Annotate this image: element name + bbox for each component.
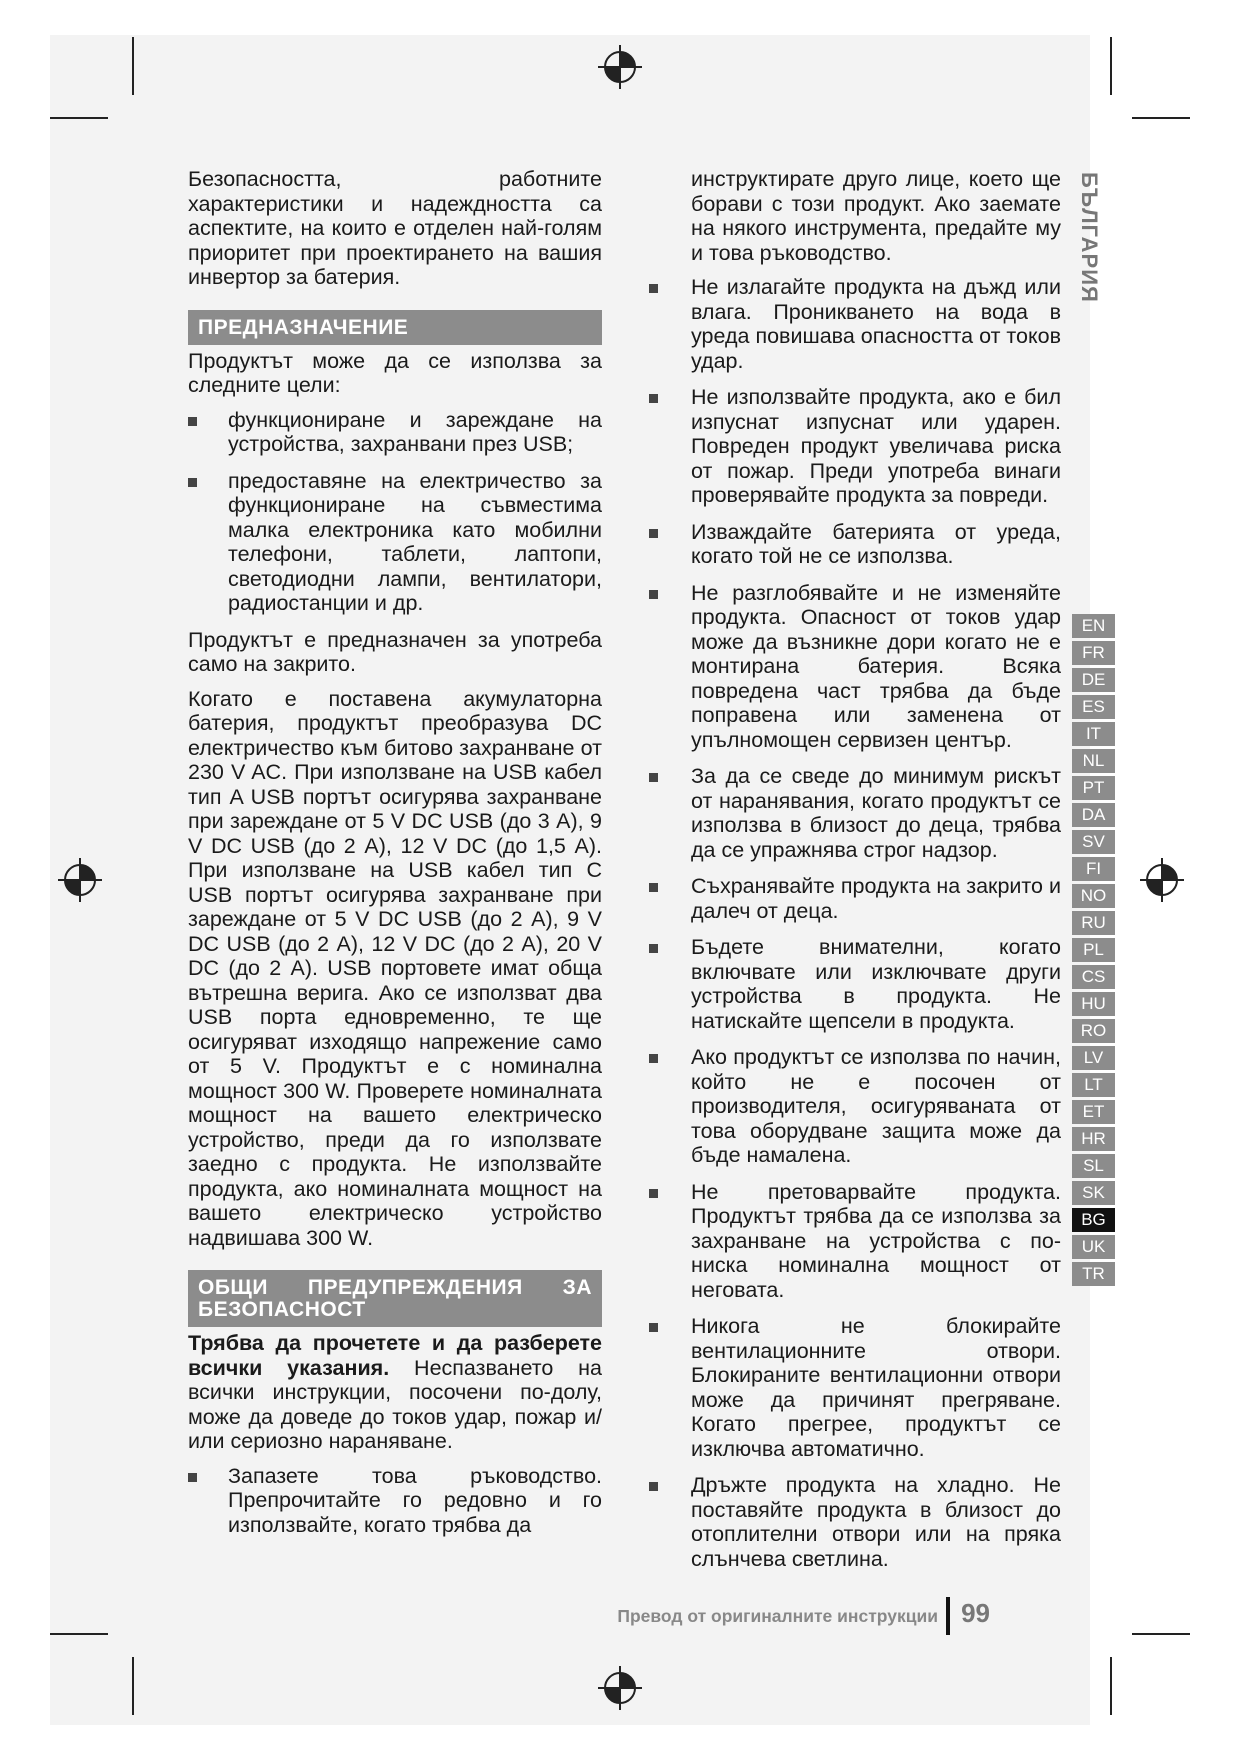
safety-intro-paragraph — [188, 1331, 602, 1454]
crop-mark-bottom-right-vertical — [1110, 1657, 1112, 1715]
list-item: Не претоварвайте продукта. Продуктът трябва да се използва за захранване на устройства с по-ниска номинална мощност от неговата. — [691, 1179, 1061, 1302]
language-tab-hr: HR — [1072, 1127, 1115, 1151]
list-item: Бъдете внимателни, когато включвате или изключвате други устройства в продукта. Не натискайте щепсели в продукта. — [691, 935, 1061, 1033]
language-tab-en: EN — [1072, 614, 1115, 638]
language-tab-sk: SK — [1072, 1181, 1115, 1205]
list-item: Не използвайте продукта, ако е бил изпуснат изпуснат или ударен. Повреден продукт увеличава риска от пожар. Преди употреба винаги проверявайте продукта за повреди. — [691, 385, 1061, 507]
crop-mark-bottom-left-horizontal — [50, 1633, 108, 1635]
page-footer — [560, 1595, 990, 1635]
language-tab-fi: FI — [1072, 857, 1115, 881]
right-column — [691, 167, 1061, 1583]
language-tab-ro: RO — [1072, 1019, 1115, 1043]
safety-bold-lead: Трябва да прочетете и да разберете всички указания. — [188, 1331, 602, 1380]
footer-divider — [946, 1597, 950, 1635]
intended-use-list — [188, 408, 602, 616]
intro-paragraph: Безопасността, работните характеристики и надеждността са аспектите, на които е отделен най-голям приоритет при проектирането на вашия инвертор за батерия. — [188, 167, 602, 289]
language-tab-nl: NL — [1072, 749, 1115, 773]
crop-mark-top-right-horizontal — [1132, 117, 1190, 119]
list-item: Не разглобявайте и не изменяйте продукта. Опасност от токов удар може да възникне дори когато не е монтирана батерия. Всяка повредена част трябва да бъде поправена или заменена от упълномощен сервизен център. — [691, 580, 1061, 752]
crop-mark-top-left-horizontal — [50, 117, 108, 119]
safety-list-left — [188, 1464, 602, 1538]
list-item: Запазете това ръководство. Препрочитайте го редовно и го използвайте, когато трябва да — [188, 1464, 602, 1538]
crop-mark-top-left-vertical — [132, 37, 134, 95]
list-item: Изваждайте батерията от уреда, когато той не се използва. — [691, 519, 1061, 568]
language-tab-pt: PT — [1072, 776, 1115, 800]
language-tab-hu: HU — [1072, 992, 1115, 1016]
language-tab-it: IT — [1072, 722, 1115, 746]
language-tab-uk: UK — [1072, 1235, 1115, 1259]
section-heading-safety-warnings: ОБЩИ ПРЕДУПРЕЖДЕНИЯ ЗА БЕЗОПАСНОСТ — [188, 1270, 602, 1327]
indoor-use-paragraph: Продуктът е предназначен за употреба само на закрито. — [188, 627, 602, 676]
intended-use-intro: Продуктът може да се използва за следните цели: — [188, 348, 602, 397]
list-item: функциониране и зареждане на устройства, захранвани през USB; — [188, 408, 602, 457]
registration-mark-icon-right — [1140, 858, 1184, 902]
footer-translation-note: Превод от оригиналните инструкции — [617, 1606, 938, 1626]
language-tab-de: DE — [1072, 668, 1115, 692]
list-item: Не излагайте продукта на дъжд или влага. Проникването на вода в уреда повишава опасността от токов удар. — [691, 275, 1061, 373]
language-tab-da: DA — [1072, 803, 1115, 827]
language-tab-no: NO — [1072, 884, 1115, 908]
language-tab-es: ES — [1072, 695, 1115, 719]
registration-mark-icon-bottom — [598, 1666, 642, 1710]
crop-mark-bottom-right-horizontal — [1132, 1633, 1190, 1635]
continuation-paragraph: инструктирате друго лице, което ще борави с този продукт. Ако заемате на някого инструмента, предайте му и това ръководство. — [691, 167, 1061, 265]
language-tab-sv: SV — [1072, 830, 1115, 854]
crop-mark-top-right-vertical — [1110, 37, 1112, 95]
safety-intro-rest: Неспазването на всички инструкции, посочени по-долу, може да доведе до токов удар, пожар и/или сериозно нараняване. — [188, 1355, 603, 1453]
power-specs-paragraph: Когато е поставена акумулаторна батерия, продуктът преобразува DC електричество към битово захранване от 230 V AC. При използване на USB кабел тип A USB портът осигурява захранване при зареждане от 5 V DC USB (до 3 A), 9 V DC USB (до 2 A), 12 V DC (до 1,5 A). При използване на USB кабел тип C USB портът осигурява захранване при зареждане от 5 V DC USB (до 2 A), 9 V DC USB (до 2 A), 12 V DC (до 2 A), 20 V DC (до 2 A). USB портовете имат обща вътрешна верига. Ако се използват два USB порта едновременно, те ще осигуряват изходящо напрежение само от 5 V. Продуктът е с номинална мощност 300 W. Проверете номиналната мощност на вашето електрическо устройство, преди да го използвате заедно с продукта. Не използвайте продукта, ако номиналната мощност на вашето електрическо устройство надвишава 300 W. — [188, 686, 602, 1250]
page-number: 99 — [961, 1598, 990, 1628]
language-tab-list — [1072, 614, 1115, 1289]
section-heading-intended-use: ПРЕДНАЗНАЧЕНИЕ — [188, 310, 602, 345]
list-item: За да се сведе до минимум рискът от наранявания, когато продуктът се използва в близост до деца, трябва да се упражнява строг надзор. — [691, 764, 1061, 862]
language-tab-pl: PL — [1072, 938, 1115, 962]
language-tab-bg: BG — [1072, 1208, 1115, 1232]
list-item: Никога не блокирайте вентилационните отвори. Блокираните вентилационни отвори може да причинят прегряване. Когато прегрее, продуктът се изключва автоматично. — [691, 1314, 1061, 1461]
crop-mark-bottom-left-vertical — [132, 1657, 134, 1715]
registration-mark-icon-left — [58, 858, 102, 902]
language-tab-fr: FR — [1072, 641, 1115, 665]
language-tab-et: ET — [1072, 1100, 1115, 1124]
language-tab-ru: RU — [1072, 911, 1115, 935]
language-tab-lt: LT — [1072, 1073, 1115, 1097]
safety-list-right — [691, 275, 1061, 1571]
list-item: Съхранявайте продукта на закрито и далеч от деца. — [691, 874, 1061, 923]
sidebar-country-title: БЪЛГАРИЯ — [1077, 172, 1102, 303]
language-tab-tr: TR — [1072, 1262, 1115, 1286]
list-item: Дръжте продукта на хладно. Не поставяйте продукта в близост до отоплителни отвори или на пряка слънчева светлина. — [691, 1473, 1061, 1571]
left-column — [188, 167, 602, 1549]
list-item: Ако продуктът се използва по начин, който не е посочен от производителя, осигуряваната от това оборудване защита може да бъде намалена. — [691, 1045, 1061, 1167]
language-tab-sl: SL — [1072, 1154, 1115, 1178]
list-item: предоставяне на електричество за функциониране на съвместима малка електроника като мобилни телефони, таблети, лаптопи, светодиодни лампи, вентилатори, радиостанции и др. — [188, 469, 602, 616]
language-tab-lv: LV — [1072, 1046, 1115, 1070]
registration-mark-icon-top — [598, 45, 642, 89]
language-tab-cs: CS — [1072, 965, 1115, 989]
